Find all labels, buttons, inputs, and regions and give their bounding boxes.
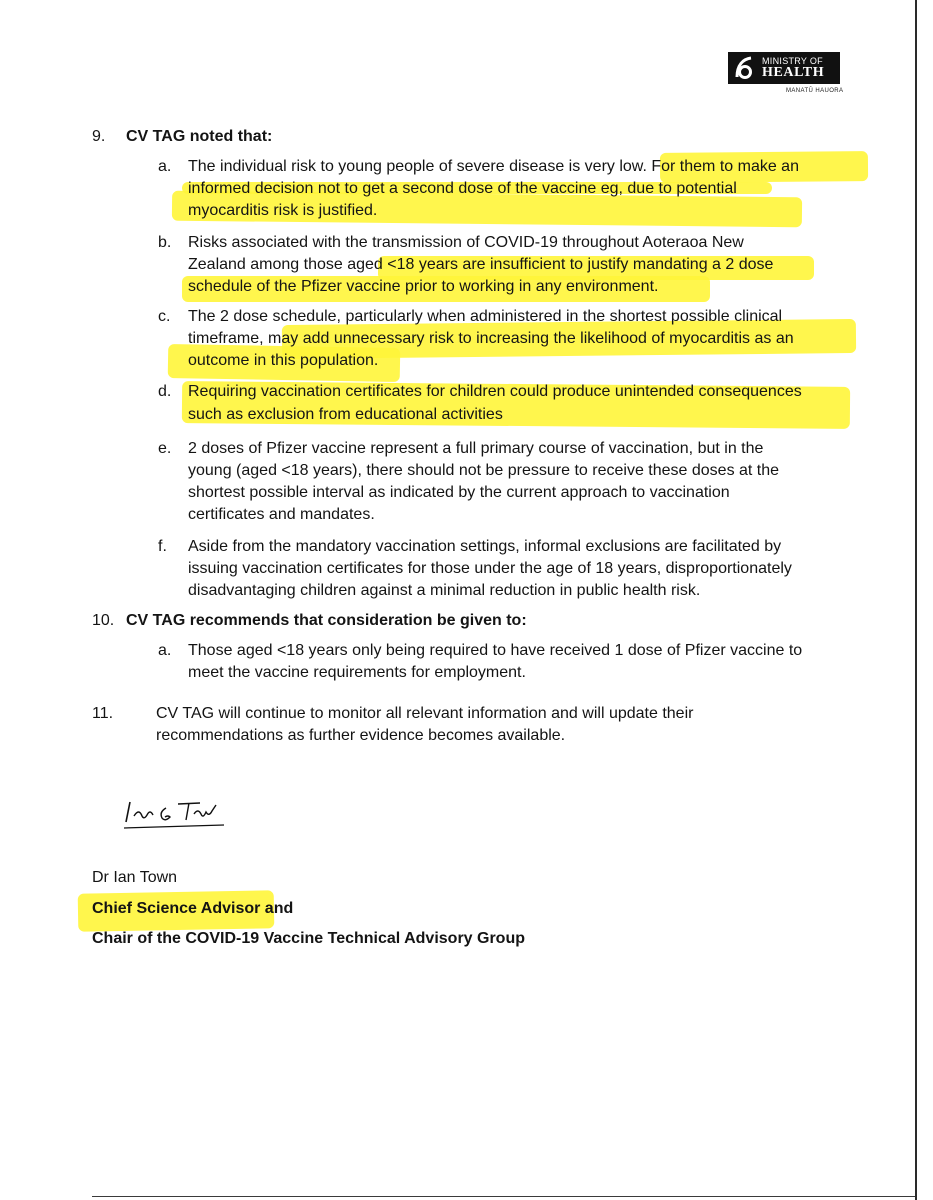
item-10a-line: meet the vaccine requirements for employment.: [188, 664, 526, 681]
item-9b-line: Zealand among those aged <18 years are insufficient to justify mandating a 2 dose: [188, 256, 774, 273]
item-9e-line: shortest possible interval as indicated by the current approach to vaccination: [188, 484, 730, 501]
item-9c-line: outcome in this population.: [188, 352, 379, 369]
logo-box: [728, 52, 840, 84]
item-9b-label: b.: [158, 234, 172, 251]
section-9-title: CV TAG noted that:: [126, 128, 273, 145]
item-10a-line: Those aged <18 years only being required to have received 1 dose of Pfizer vaccine to: [188, 642, 803, 659]
item-9d-label: d.: [158, 383, 172, 400]
ministry-of-health-logo: [728, 52, 844, 96]
item-9b-line: Risks associated with the transmission of COVID-19 throughout Aoteraoa New: [188, 234, 744, 251]
footer-rule: [92, 1196, 915, 1197]
koru-logo-icon: [732, 55, 758, 81]
item-9b-line: schedule of the Pfizer vaccine prior to working in any environment.: [188, 278, 659, 295]
item-9d-line: Requiring vaccination certificates for children could produce unintended consequences: [188, 383, 802, 400]
signatory-name: Dr Ian Town: [92, 869, 178, 886]
handwritten-signature: [120, 792, 230, 832]
item-9e-line: certificates and mandates.: [188, 506, 375, 523]
item-9d-line: such as exclusion from educational activities: [188, 406, 503, 423]
item-9e-line: 2 doses of Pfizer vaccine represent a full primary course of vaccination, but in the: [188, 440, 764, 457]
section-9-number: 9.: [92, 128, 106, 145]
item-9a-label: a.: [158, 158, 172, 175]
logo-line-3: MANATŪ HAUORA: [786, 88, 844, 94]
item-9e-label: e.: [158, 440, 172, 457]
signatory-role-1: Chief Science Advisor and: [92, 900, 294, 917]
item-9a-line: myocarditis risk is justified.: [188, 202, 378, 219]
item-9c-line: The 2 dose schedule, particularly when administered in the shortest possible clinical: [188, 308, 783, 325]
section-11-line: CV TAG will continue to monitor all relevant information and will update their: [156, 705, 694, 722]
item-9f-line: disadvantaging children against a minimal reduction in public health risk.: [188, 582, 701, 599]
item-9f-line: Aside from the mandatory vaccination settings, informal exclusions are facilitated by: [188, 538, 782, 555]
section-10-number: 10.: [92, 612, 115, 629]
section-10-title: CV TAG recommends that consideration be given to:: [126, 612, 527, 629]
section-11-number: 11.: [92, 705, 114, 722]
item-9a-line: informed decision not to get a second dose of the vaccine eg, due to potential: [188, 180, 737, 197]
section-11-line: recommendations as further evidence becomes available.: [156, 727, 566, 744]
item-9c-line: timeframe, may add unnecessary risk to increasing the likelihood of myocarditis as an: [188, 330, 794, 347]
item-9f-line: issuing vaccination certificates for those under the age of 18 years, disproportionately: [188, 560, 792, 577]
item-9c-label: c.: [158, 308, 171, 325]
item-9f-label: f.: [158, 538, 167, 555]
item-9a-line: The individual risk to young people of severe disease is very low. For them to make an: [188, 158, 799, 175]
item-9e-line: young (aged <18 years), there should not be pressure to receive these doses at the: [188, 462, 780, 479]
signatory-role-2: Chair of the COVID-19 Vaccine Technical Advisory Group: [92, 930, 525, 947]
logo-line-2: HEALTH: [762, 65, 825, 80]
item-10a-label: a.: [158, 642, 172, 659]
logo-line-1: MINISTRY OF: [762, 56, 823, 66]
page-edge: [915, 0, 917, 1200]
